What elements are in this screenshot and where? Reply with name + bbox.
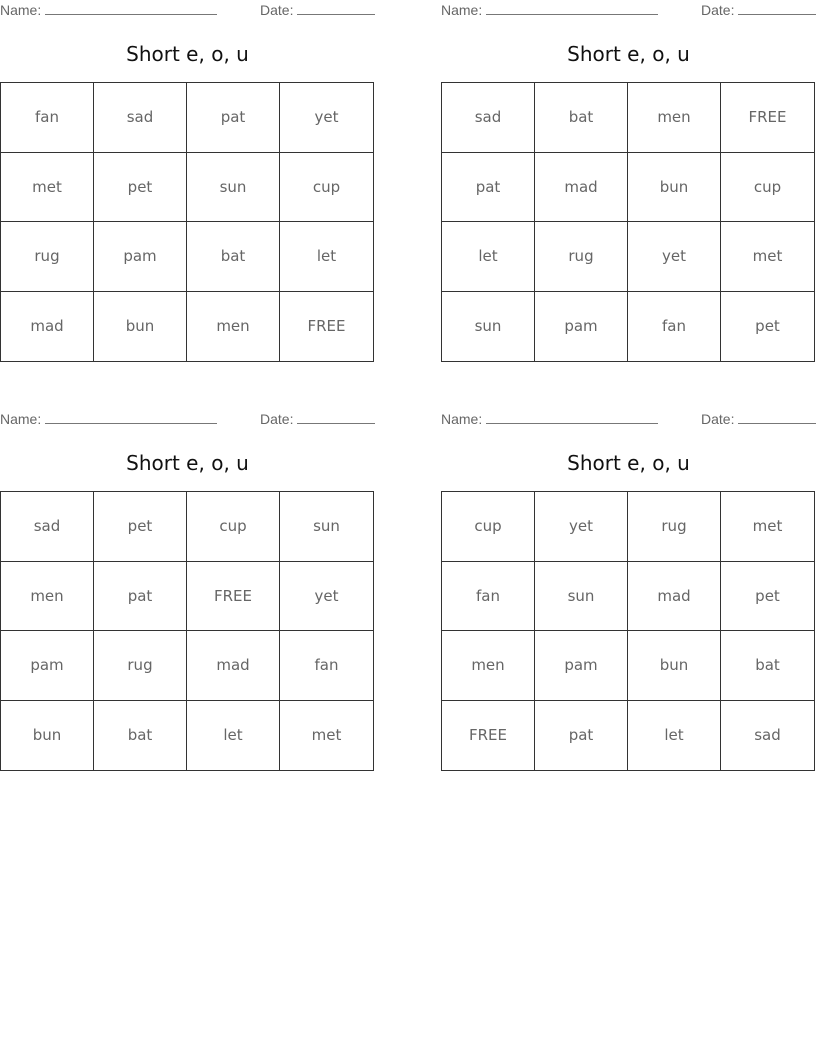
date-field [260,411,375,427]
bingo-cell: cup [187,492,280,562]
date-blank-line [738,2,816,15]
card-header [441,411,816,429]
bingo-cell: bat [94,701,187,771]
bingo-card [0,409,375,774]
bingo-cell: mad [187,631,280,701]
name-field [441,411,658,427]
bingo-cell: men [442,631,535,701]
bingo-card [441,409,816,774]
bingo-cell: men [628,83,721,153]
name-field [441,2,658,18]
bingo-cell: mad [1,292,94,362]
name-label: Name: [0,2,42,18]
bingo-cell: met [311,726,342,745]
bingo-cell: FREE [721,83,814,153]
card-title: Short e, o, u [567,42,690,66]
bingo-grid [441,82,815,362]
bingo-cell: men [1,562,94,632]
date-field [701,411,816,427]
bingo-cell: rug [628,492,721,562]
date-label: Date: [260,411,294,427]
bingo-cell: bun [94,292,187,362]
bingo-cell: rug [535,222,628,292]
name-label: Name: [441,411,483,427]
bingo-cell: cup [442,492,535,562]
bingo-cell: bat [721,631,814,701]
bingo-cell: pat [442,153,535,223]
bingo-cell: yet [280,562,373,632]
bingo-cell: yet [280,83,373,153]
bingo-cell: bun [628,631,721,701]
bingo-cell: let [280,222,373,292]
bingo-cell: fan [280,631,373,701]
name-label: Name: [441,2,483,18]
bingo-cell: pam [1,631,94,701]
bingo-cell: pat [535,701,628,771]
bingo-cell: pam [535,292,628,362]
bingo-cell: sun [187,153,280,223]
bingo-cell: bat [535,83,628,153]
bingo-cell: yet [628,222,721,292]
card-header [0,2,375,20]
name-blank-line [486,411,658,424]
bingo-cell: fan [628,292,721,362]
date-blank-line [297,411,375,424]
bingo-cell: sad [442,83,535,153]
date-label: Date: [701,2,735,18]
card-header [0,411,375,429]
bingo-cell: pat [187,83,280,153]
bingo-cell: bun [1,701,94,771]
bingo-cell: cup [721,153,814,223]
bingo-cell: yet [535,492,628,562]
bingo-grid [441,491,815,771]
bingo-cell: pet [721,562,814,632]
bingo-cell: let [442,222,535,292]
date-label: Date: [260,2,294,18]
name-label: Name: [0,411,42,427]
bingo-cell: rug [1,222,94,292]
bingo-cell: fan [1,83,94,153]
bingo-grid [0,491,374,771]
bingo-card [441,0,816,365]
card-title: Short e, o, u [567,451,690,475]
name-field [0,411,217,427]
name-field [0,2,217,18]
bingo-cell: cup [280,153,373,223]
bingo-cell: met [721,492,814,562]
bingo-cell: sun [280,492,373,562]
bingo-cell: pam [535,631,628,701]
bingo-cell: pet [94,153,187,223]
bingo-cell: FREE [307,317,346,336]
bingo-cell: sun [535,562,628,632]
bingo-cell: let [628,701,721,771]
date-field [701,2,816,18]
bingo-cell: FREE [442,701,535,771]
bingo-cell: rug [94,631,187,701]
name-blank-line [45,2,217,15]
bingo-cell: met [1,153,94,223]
bingo-cell: sun [442,292,535,362]
bingo-cell: sad [754,726,781,745]
bingo-cell: bun [628,153,721,223]
bingo-cell: sad [1,492,94,562]
date-blank-line [297,2,375,15]
bingo-cell: fan [442,562,535,632]
bingo-cell: pam [94,222,187,292]
bingo-cell: FREE [187,562,280,632]
card-title: Short e, o, u [126,451,249,475]
name-blank-line [45,411,217,424]
card-title: Short e, o, u [126,42,249,66]
bingo-cell: mad [628,562,721,632]
bingo-cell: pet [755,317,780,336]
bingo-cell: let [187,701,280,771]
bingo-cell: pat [94,562,187,632]
card-header [441,2,816,20]
bingo-grid [0,82,374,362]
bingo-cell: bat [187,222,280,292]
bingo-cell: pet [94,492,187,562]
name-blank-line [486,2,658,15]
bingo-cell: men [187,292,280,362]
bingo-card [0,0,375,365]
date-field [260,2,375,18]
bingo-cell: met [721,222,814,292]
date-blank-line [738,411,816,424]
bingo-cell: sad [94,83,187,153]
date-label: Date: [701,411,735,427]
bingo-cell: mad [535,153,628,223]
